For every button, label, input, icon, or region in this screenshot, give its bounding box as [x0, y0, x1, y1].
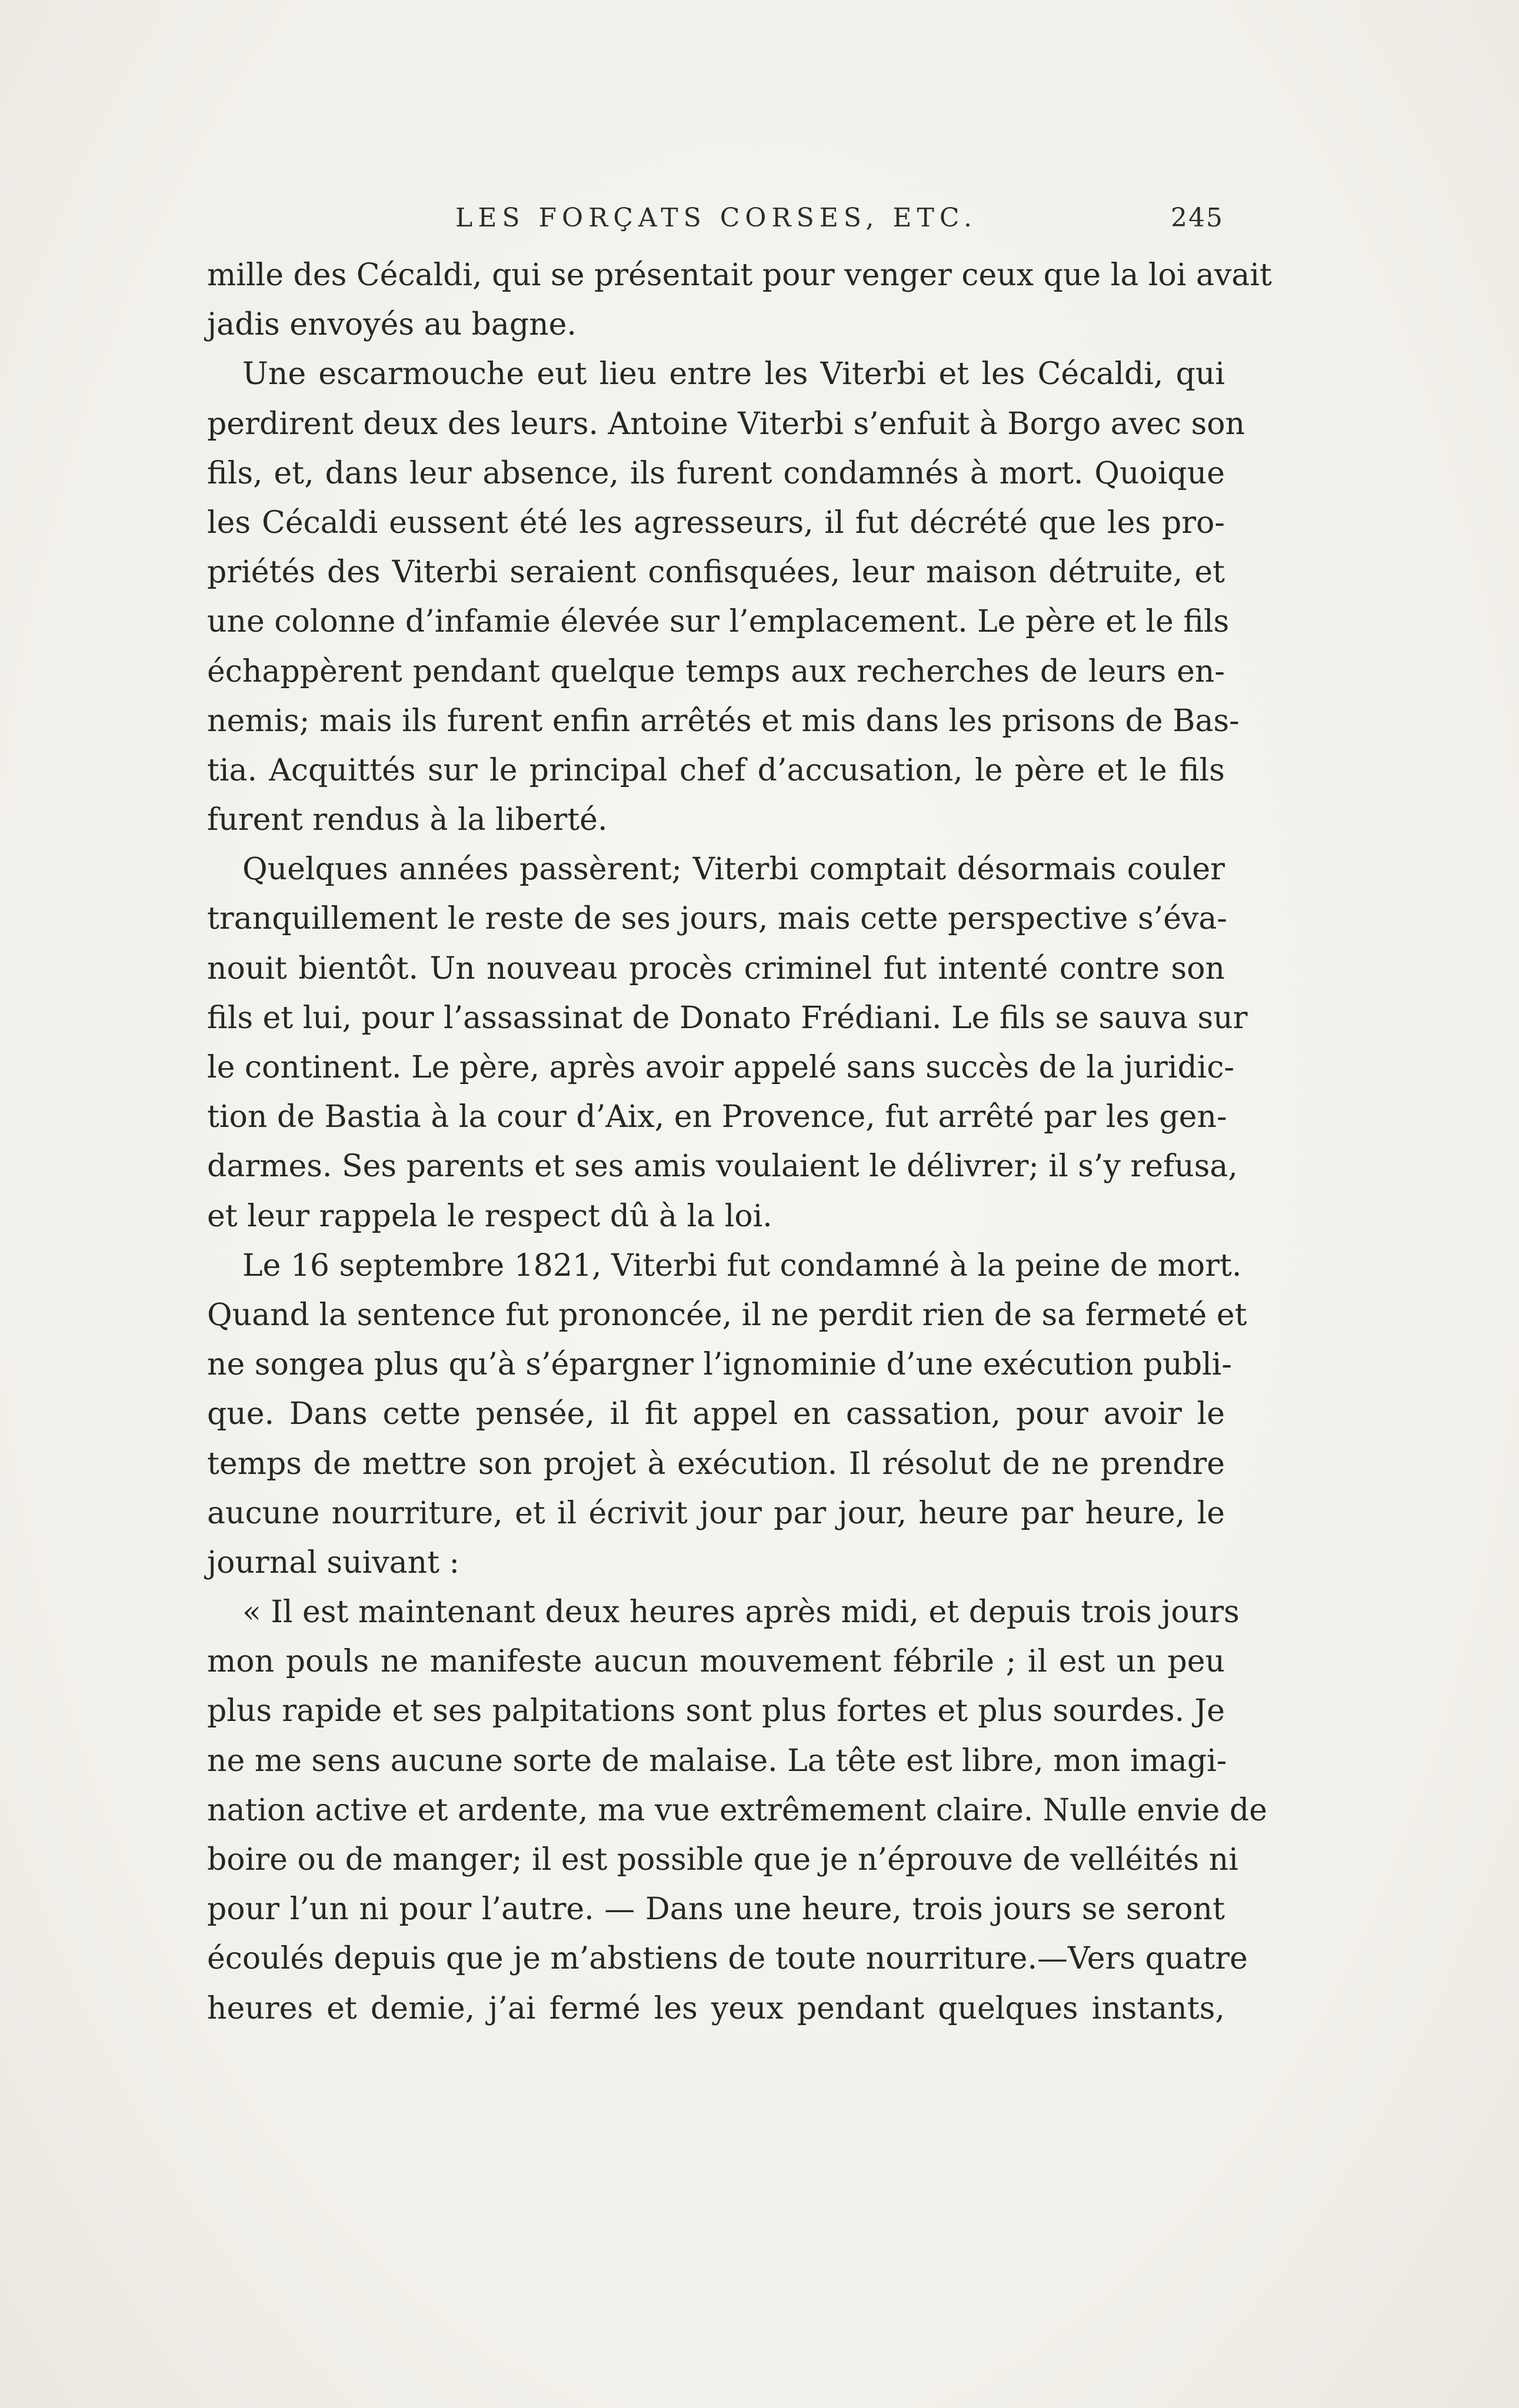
text-line: fils, et, dans leur absence, ils furent condamnés à mort. Quoique — [207, 455, 1225, 491]
text-line: heures et demie, j’ai fermé les yeux pendant quelques instants, — [207, 1990, 1225, 2026]
text-line: pour l’un ni pour l’autre. — Dans une heure, trois jours se seront — [207, 1892, 1225, 1927]
text-line: ne songea plus qu’à s’épargner l’ignominie d’une exécution publi- — [207, 1347, 1232, 1383]
text-line: que. Dans cette pensée, il fit appel en cassation, pour avoir le — [207, 1396, 1225, 1432]
text-line: jadis envoyés au bagne. — [207, 307, 577, 343]
text-line: darmes. Ses parents et ses amis voulaient le délivrer; il s’y refusa, — [207, 1149, 1238, 1185]
text-line: Une escarmouche eut lieu entre les Viterbi et les Cécaldi, qui — [242, 356, 1225, 392]
text-line: priétés des Viterbi seraient confisquées, leur maison détruite, et — [207, 555, 1225, 591]
running-title: LES FORÇATS CORSES, ETC. — [455, 203, 977, 233]
text-line: perdirent deux des leurs. Antoine Viterbi s’enfuit à Borgo avec son — [207, 406, 1245, 442]
text-line: le continent. Le père, après avoir appelé sans succès de la juridic- — [207, 1050, 1235, 1085]
text-line: « Il est maintenant deux heures après midi, et depuis trois jours — [242, 1595, 1240, 1630]
text-line: temps de mettre son projet à exécution. Il résolut de ne prendre — [207, 1446, 1225, 1482]
text-line: Quand la sentence fut prononcée, il ne perdit rien de sa fermeté et — [207, 1297, 1247, 1333]
text-line: tranquillement le reste de ses jours, mais cette perspective s’éva- — [207, 901, 1228, 937]
text-line: nouit bientôt. Un nouveau procès criminel fut intenté contre son — [207, 950, 1225, 986]
text-line: ne me sens aucune sorte de malaise. La tête est libre, mon imagi- — [207, 1743, 1227, 1779]
page-number: 245 — [1171, 203, 1224, 233]
page-header — [209, 203, 1224, 250]
text-line: échappèrent pendant quelque temps aux recherches de leurs en- — [207, 653, 1225, 689]
text-line: écoulés depuis que je m’abstiens de toute nourriture.—Vers quatre — [207, 1941, 1248, 1977]
text-line: fils et lui, pour l’assassinat de Donato Frédiani. Le fils se sauva sur — [207, 1000, 1248, 1036]
text-line: journal suivant : — [207, 1545, 460, 1580]
text-line: boire ou de manger; il est possible que je n’éprouve de velléités ni — [207, 1842, 1238, 1877]
text-line: les Cécaldi eussent été les agresseurs, il fut décrété que les pro- — [207, 505, 1225, 541]
text-line: et leur rappela le respect dû à la loi. — [207, 1198, 772, 1234]
text-line: plus rapide et ses palpitations sont plus fortes et plus sourdes. Je — [207, 1693, 1225, 1729]
text-line: une colonne d’infamie élevée sur l’emplacement. Le père et le fils — [207, 604, 1230, 640]
text-line: tion de Bastia à la cour d’Aix, en Provence, fut arrêté par les gen- — [207, 1099, 1227, 1135]
text-line: nation active et ardente, ma vue extrêmement claire. Nulle envie de — [207, 1792, 1267, 1828]
text-line: aucune nourriture, et il écrivit jour par jour, heure par heure, le — [207, 1495, 1225, 1531]
text-line: tia. Acquittés sur le principal chef d’accusation, le père et le fils — [207, 752, 1225, 788]
text-line: Quelques années passèrent; Viterbi comptait désormais couler — [242, 852, 1225, 888]
text-line: mille des Cécaldi, qui se présentait pour venger ceux que la loi avait — [207, 258, 1272, 293]
text-line: mon pouls ne manifeste aucun mouvement fébrile ; il est un peu — [207, 1644, 1225, 1680]
text-line: Le 16 septembre 1821, Viterbi fut condamné à la peine de mort. — [242, 1248, 1242, 1283]
body-text — [207, 251, 1272, 2033]
text-line: nemis; mais ils furent enfin arrêtés et mis dans les prisons de Bas- — [207, 703, 1240, 739]
text-line: furent rendus à la liberté. — [207, 802, 608, 838]
